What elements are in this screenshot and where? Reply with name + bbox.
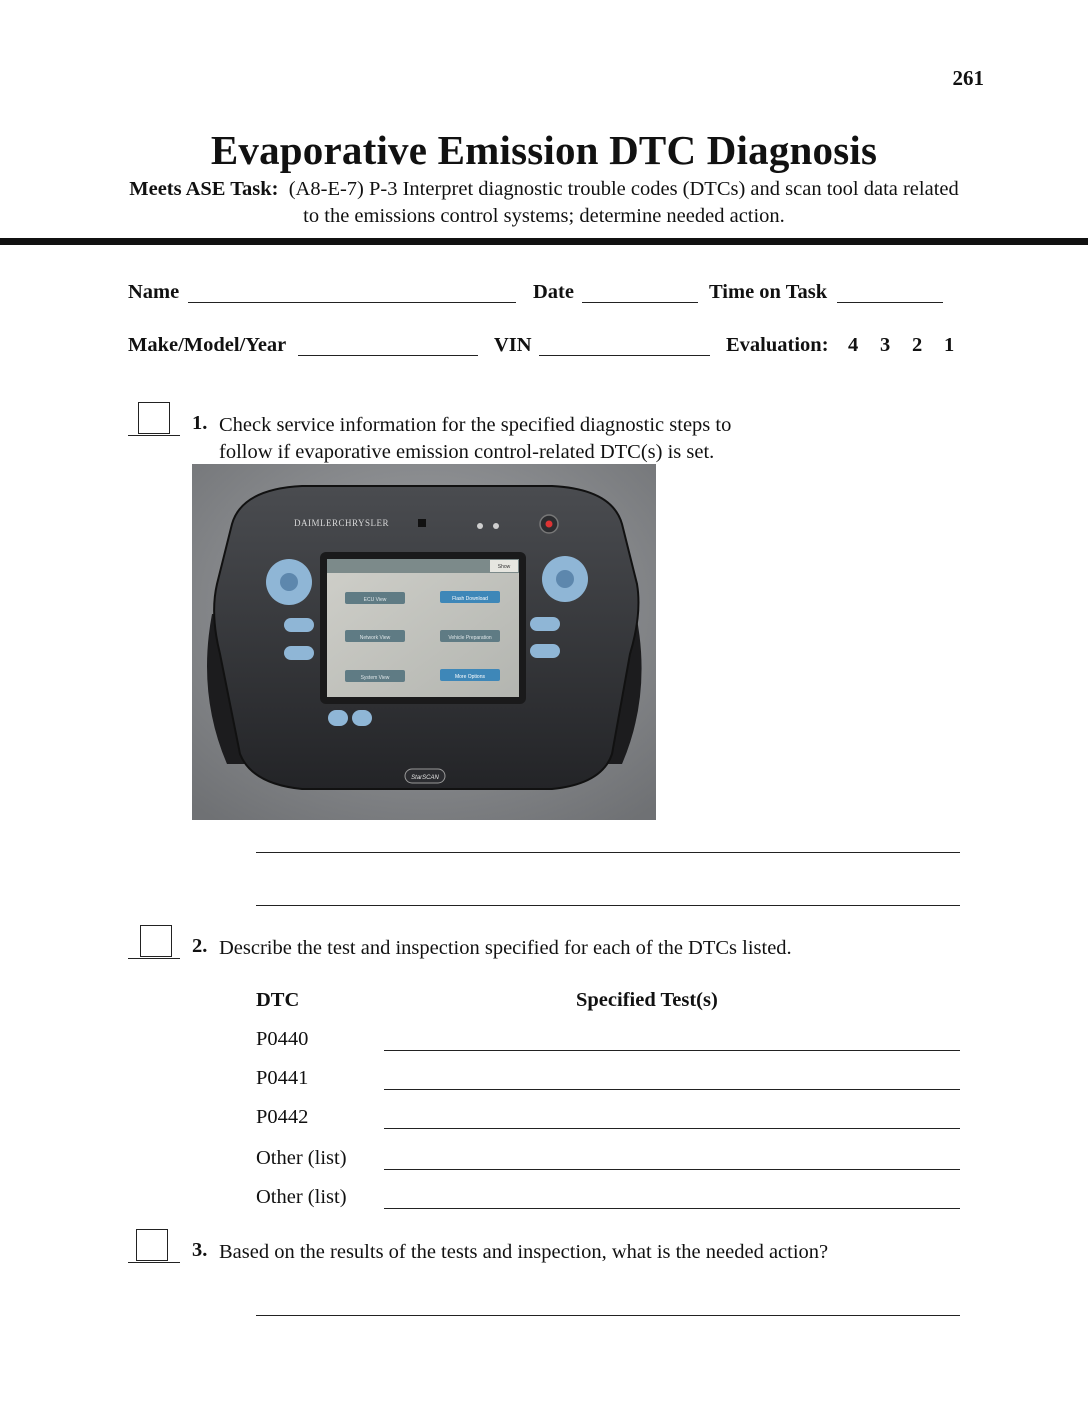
step-1-initial-line	[128, 435, 180, 436]
step-2-checkbox[interactable]	[140, 925, 172, 957]
dtc-row-answer-line[interactable]	[384, 1050, 960, 1051]
name-label: Name	[128, 281, 180, 303]
svg-text:Flash Download: Flash Download	[452, 596, 488, 602]
name-field[interactable]	[188, 302, 516, 303]
svg-text:ECU View: ECU View	[363, 597, 387, 603]
brand-label: DAIMLERCHRYSLER	[294, 518, 390, 528]
scan-tool-illustration	[192, 464, 656, 820]
ase-task-line-2: to the emissions control systems; determine needed action.	[303, 205, 785, 227]
dtc-row-label: P0441	[256, 1067, 309, 1089]
svg-text:Network View: Network View	[359, 635, 391, 641]
evaluation-score-2[interactable]: 2	[912, 334, 923, 356]
date-label: Date	[533, 281, 574, 303]
specified-test-column-header: Specified Test(s)	[576, 989, 718, 1011]
badge-label: StarSCAN	[411, 775, 439, 781]
date-field[interactable]	[582, 302, 698, 303]
step-2-number: 2.	[192, 935, 208, 957]
scan-tool-photo	[192, 464, 656, 820]
dtc-row-answer-line[interactable]	[384, 1089, 960, 1090]
evaluation-score-4[interactable]: 4	[848, 334, 859, 356]
page-number: 261	[952, 66, 984, 90]
time-on-task-field[interactable]	[837, 302, 943, 303]
header-divider	[0, 238, 1088, 245]
evaluation-score-1[interactable]: 1	[944, 334, 955, 356]
dtc-row-answer-line[interactable]	[384, 1169, 960, 1170]
svg-text:System View: System View	[360, 675, 390, 681]
dtc-row-label: P0442	[256, 1106, 309, 1128]
dtc-row-label: P0440	[256, 1028, 309, 1050]
svg-text:Vehicle Preparation: Vehicle Preparation	[448, 635, 492, 641]
dtc-row-label: Other (list)	[256, 1147, 347, 1169]
step-3-number: 3.	[192, 1239, 208, 1261]
step-3-initial-line	[128, 1262, 180, 1263]
step-1-text-line-2: follow if evaporative emission control-related DTC(s) is set.	[219, 441, 715, 463]
dtc-column-header: DTC	[256, 989, 300, 1011]
vin-field[interactable]	[539, 355, 710, 356]
step-1-checkbox[interactable]	[138, 402, 170, 434]
evaluation-score-3[interactable]: 3	[880, 334, 891, 356]
make-model-year-label: Make/Model/Year	[128, 334, 287, 356]
step-3-answer-line[interactable]	[256, 1315, 960, 1316]
make-model-year-field[interactable]	[298, 355, 478, 356]
dtc-row-answer-line[interactable]	[384, 1208, 960, 1209]
ase-task-text: (A8-E-7) P-3 Interpret diagnostic trouble codes (DTCs) and scan tool data related	[288, 178, 959, 200]
step-2-initial-line	[128, 958, 180, 959]
step-1-answer-line-1[interactable]	[256, 852, 960, 853]
page-title: Evaporative Emission DTC Diagnosis	[210, 127, 878, 173]
dtc-row-answer-line[interactable]	[384, 1128, 960, 1129]
step-2-text: Describe the test and inspection specified for each of the DTCs listed.	[219, 937, 792, 959]
dtc-row-label: Other (list)	[256, 1186, 347, 1208]
ase-task-line-1	[0, 178, 1088, 201]
step-1-number: 1.	[192, 412, 208, 434]
ase-task-label: Meets ASE Task:	[129, 178, 279, 200]
evaluation-label: Evaluation:	[726, 334, 829, 356]
vin-label: VIN	[494, 334, 532, 356]
screen-tab-label: Show	[497, 564, 511, 570]
step-3-text: Based on the results of the tests and inspection, what is the needed action?	[219, 1241, 829, 1263]
time-on-task-label: Time on Task	[709, 281, 828, 303]
step-3-checkbox[interactable]	[136, 1229, 168, 1261]
step-1-text-line-1: Check service information for the specified diagnostic steps to	[219, 414, 732, 436]
svg-text:More Options: More Options	[454, 674, 486, 680]
step-1-answer-line-2[interactable]	[256, 905, 960, 906]
